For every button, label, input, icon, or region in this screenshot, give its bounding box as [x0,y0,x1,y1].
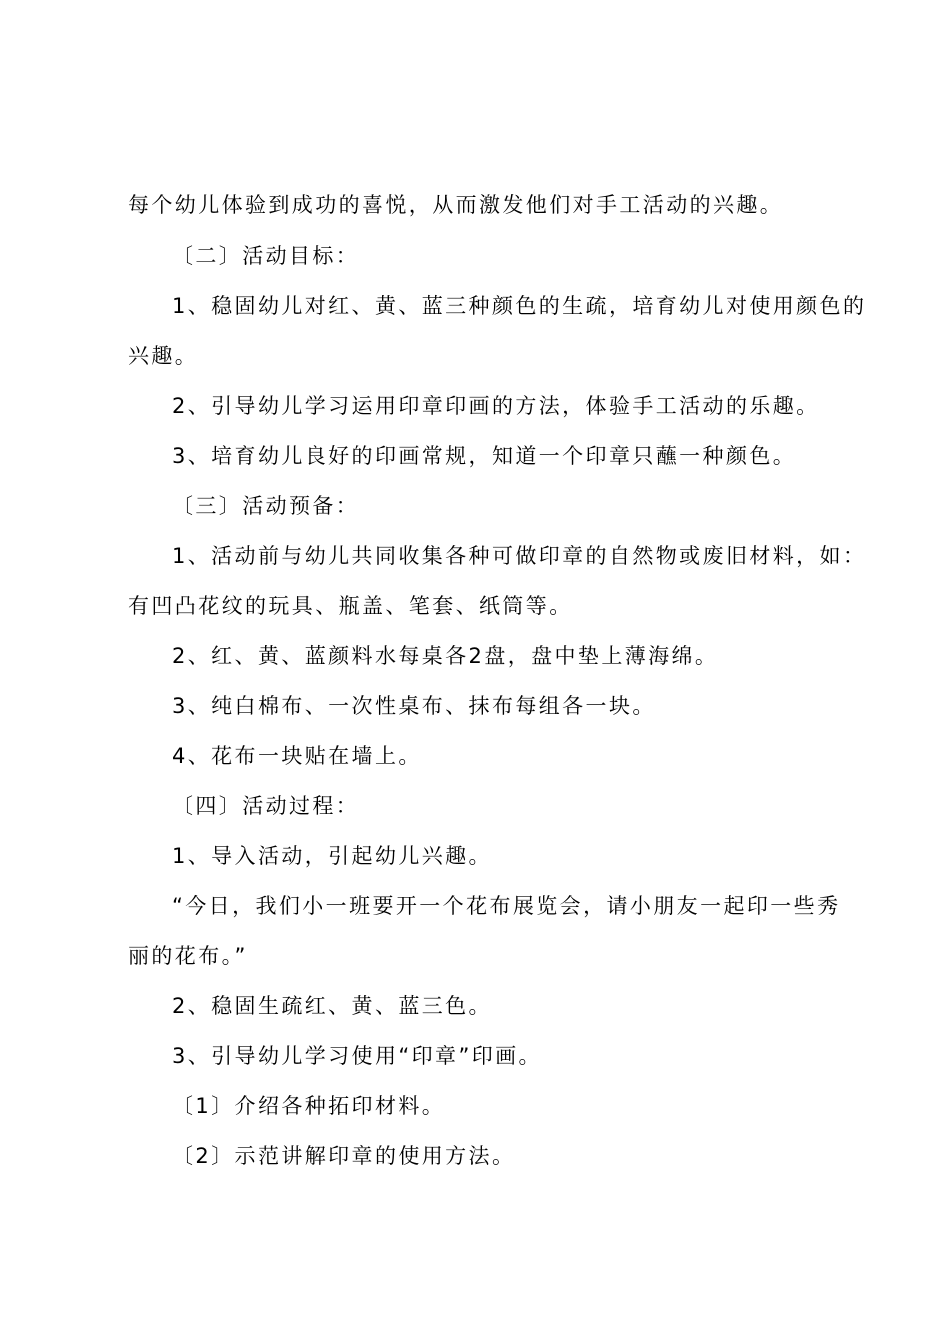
paragraph-line: 每个幼儿体验到成功的喜悦，从而激发他们对手工活动的兴趣。 [128,193,784,217]
paragraph-line: 3、培育幼儿良好的印画常规，知道一个印章只蘸一种颜色。 [172,444,797,468]
paragraph-line: 1、导入活动，引起幼儿兴趣。 [172,844,492,868]
paragraph-line: 2、红、黄、蓝颜料水每桌各2盘，盘中垫上薄海绵。 [172,644,719,668]
paragraph-line: 3、引导幼儿学习使用“印章”印画。 [172,1044,542,1068]
paragraph-line: “今日，我们小一班要开一个花布展览会，请小朋友一起印一些秀 [172,894,841,918]
paragraph-line: 兴趣。 [128,344,199,368]
paragraph-line: 〔1〕介绍各种拓印材料。 [172,1094,446,1118]
section-heading-process: 〔四〕活动过程： [172,794,360,818]
section-heading-preparation: 〔三〕活动预备： [172,494,360,518]
paragraph-line: 3、纯白棉布、一次性桌布、抹布每组各一块。 [172,694,656,718]
paragraph-line: 1、稳固幼儿对红、黄、蓝三种颜色的生疏，培育幼儿对使用颜色的 [172,294,867,318]
paragraph-line: 2、稳固生疏红、黄、蓝三色。 [172,994,492,1018]
paragraph-line: 4、花布一块贴在墙上。 [172,744,422,768]
paragraph-line: 丽的花布。” [128,944,248,968]
paragraph-line: 〔2〕示范讲解印章的使用方法。 [172,1144,516,1168]
paragraph-line: 2、引导幼儿学习运用印章印画的方法，体验手工活动的乐趣。 [172,394,820,418]
paragraph-line: 有凹凸花纹的玩具、瓶盖、笔套、纸筒等。 [128,594,573,618]
paragraph-line: 1、活动前与幼儿共同收集各种可做印章的自然物或废旧材料，如： [172,544,867,568]
section-heading-goals: 〔二〕活动目标： [172,244,360,268]
